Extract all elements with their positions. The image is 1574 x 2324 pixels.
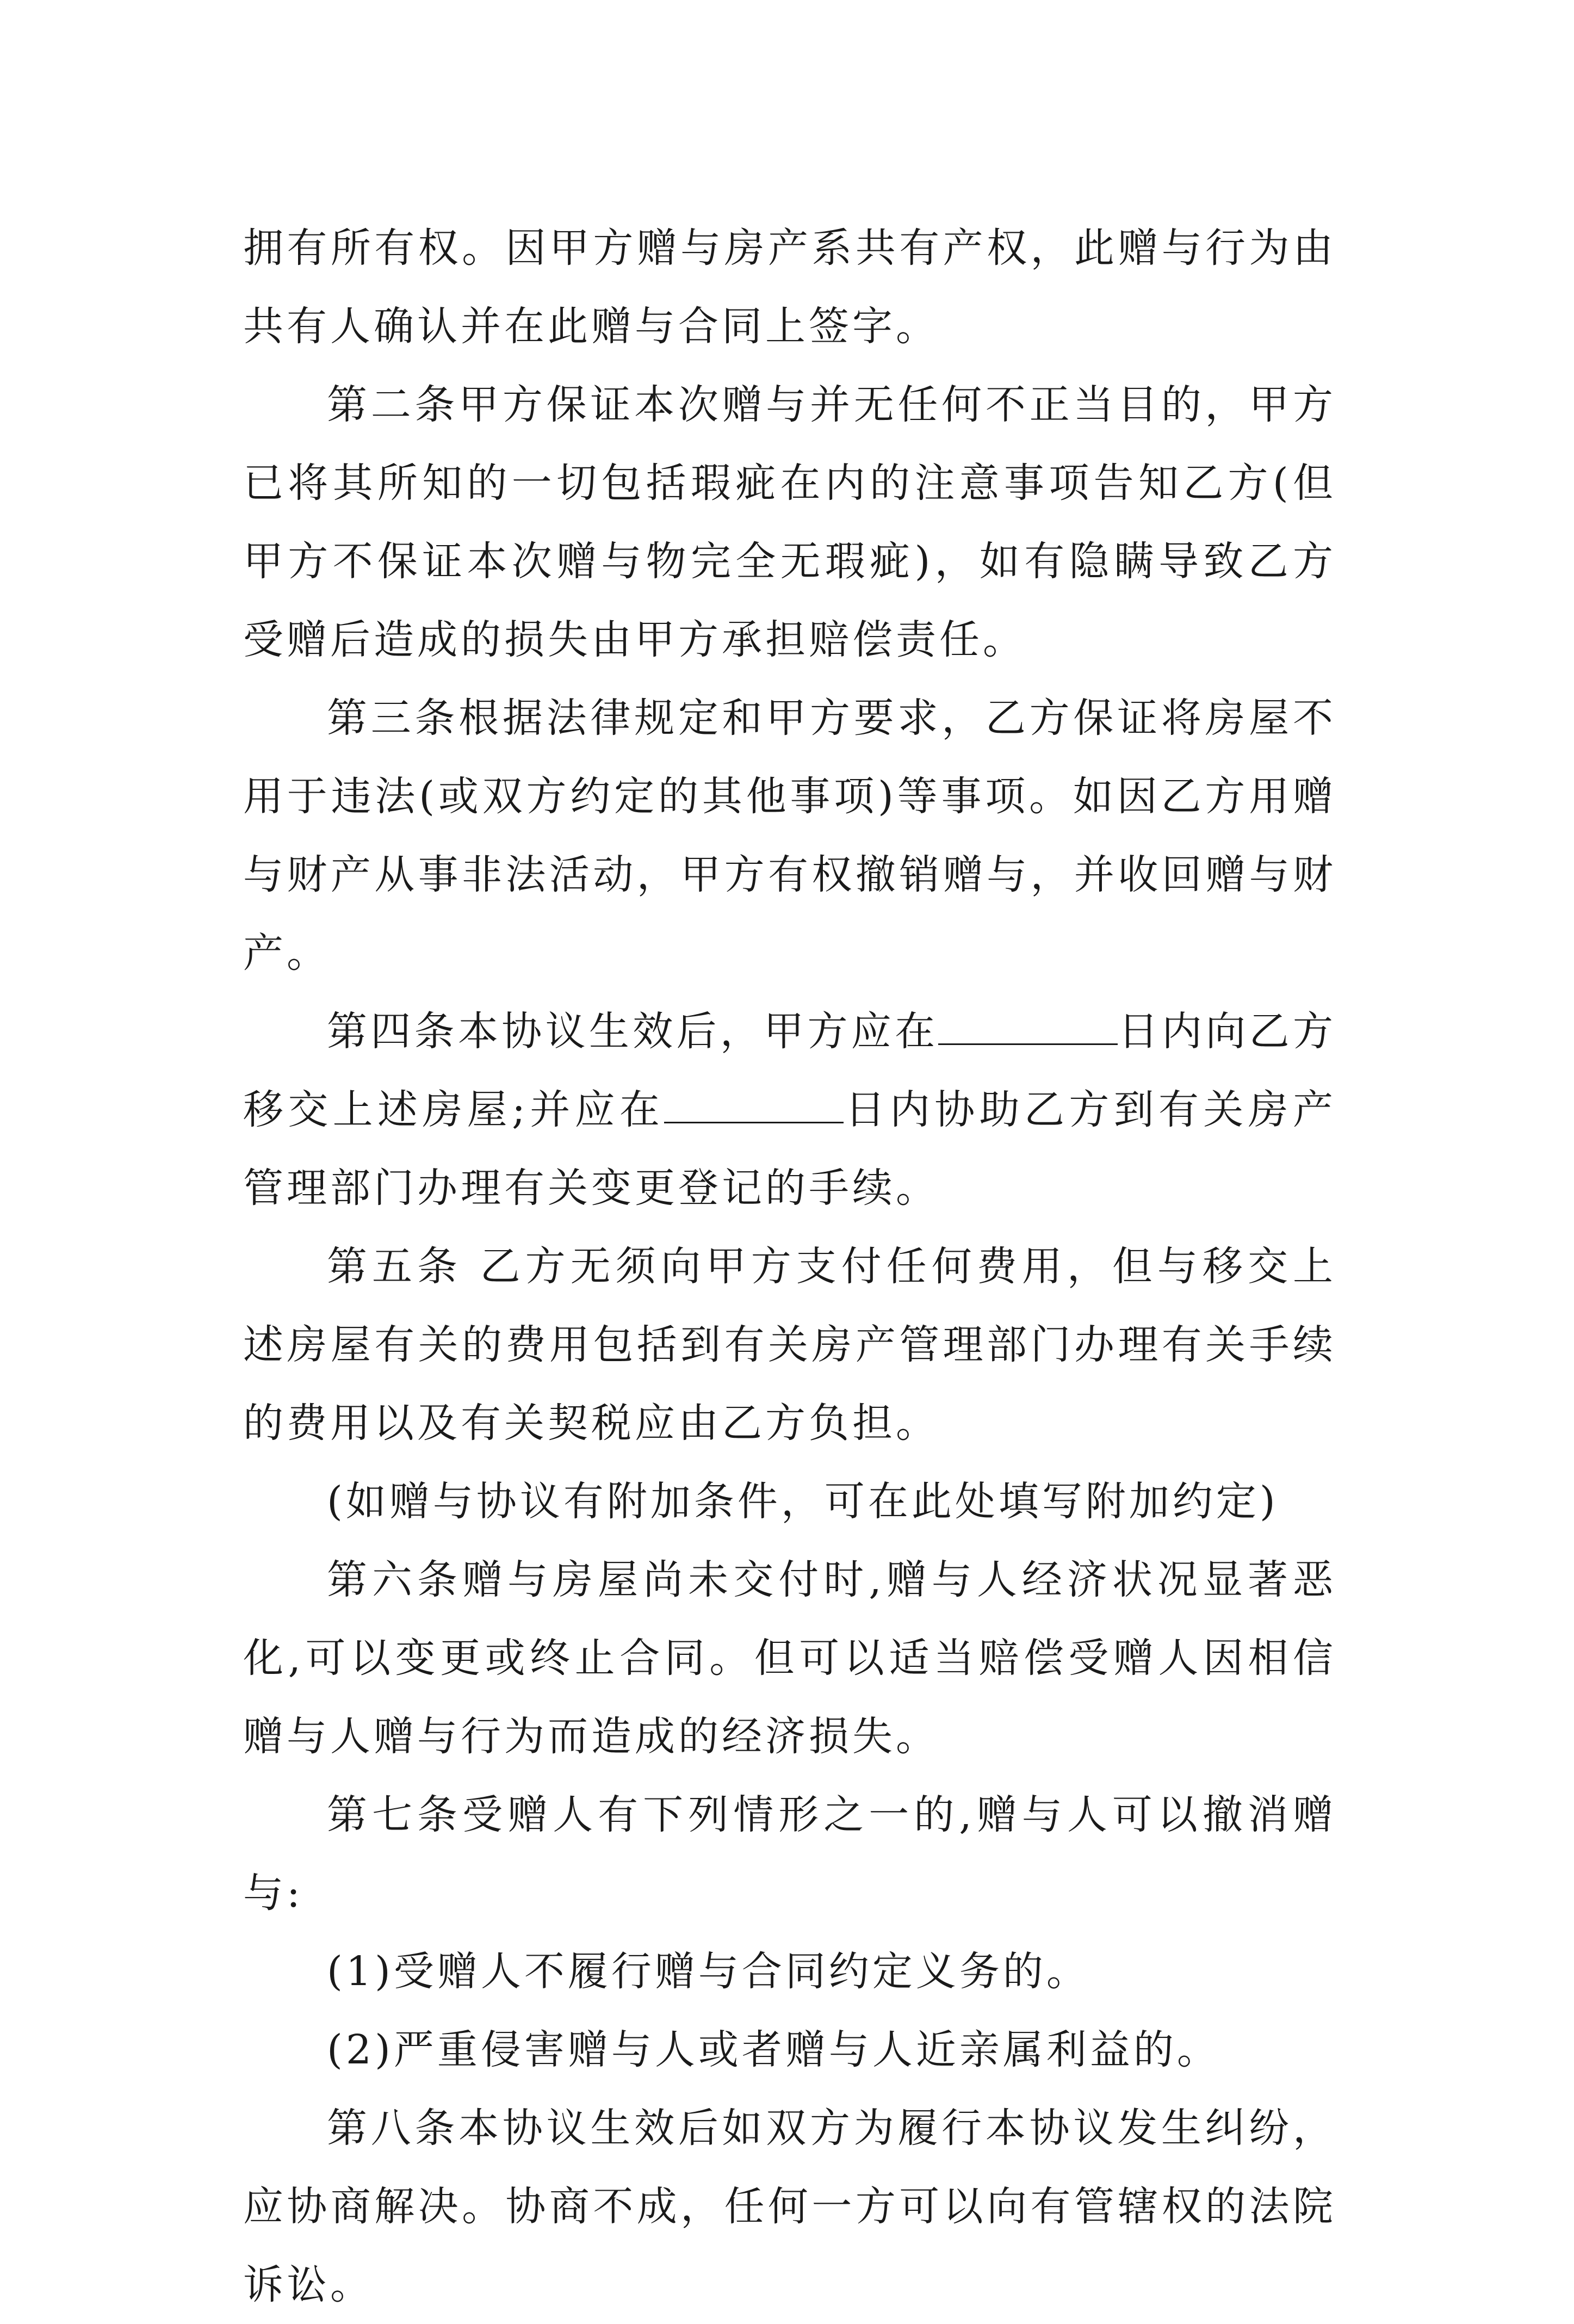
paragraph-article-7: 第七条受赠人有下列情形之一的,赠与人可以撤消赠与:: [243, 1791, 1336, 1917]
article-4-text-b: 日内向乙方移交上述房屋;并应在: [243, 1008, 1337, 1133]
days-blank-2[interactable]: [664, 1088, 844, 1123]
list-item-1: (1)受赠人不履行赠与合同约定义务的。: [327, 1948, 1090, 1995]
paragraph-article-8: 第八条本协议生效后如双方为履行本协议发生纠纷，应协商解决。协商不成，任何一方可以向有管辖权的法院诉讼。: [243, 2105, 1336, 2308]
paragraph-additional-note: (如赠与协议有附加条件，可在此处填写附加约定): [327, 1478, 1279, 1525]
article-4-text-c: 日内协助乙方到有关房产管理部门办理有关变更登记的手续。: [243, 1086, 1336, 1212]
paragraph-article-5: 第五条 乙方无须向甲方支付任何费用，但与移交上述房屋有关的费用包括到有关房产管理部门办理有关手续的费用以及有关契税应由乙方负担。: [243, 1243, 1336, 1447]
list-item-2: (2)严重侵害赠与人或者赠与人近亲属利益的。: [327, 2026, 1220, 2073]
paragraph-article-6: 第六条赠与房屋尚未交付时,赠与人经济状况显著恶化,可以变更或终止合同。但可以适当赔偿受赠人因相信赠与人赠与行为而造成的经济损失。: [243, 1556, 1336, 1760]
paragraph-article-4: [243, 992, 1336, 1227]
days-blank-1[interactable]: [938, 1010, 1118, 1045]
paragraph-ownership: 拥有所有权。因甲方赠与房产系共有产权，此赠与行为由共有人确认并在此赠与合同上签字。: [243, 225, 1336, 350]
paragraph-article-2: 第二条甲方保证本次赠与并无任何不正当目的，甲方已将其所知的一切包括瑕疵在内的注意事项告知乙方(但甲方不保证本次赠与物完全无瑕疵)，如有隐瞒导致乙方受赠后造成的损失由甲方承担赔偿责任。: [243, 381, 1336, 663]
contract-body: [243, 209, 1336, 2324]
article-4-text-a: 第四条本协议生效后，甲方应在: [327, 1008, 939, 1055]
paragraph-article-3: 第三条根据法律规定和甲方要求，乙方保证将房屋不用于违法(或双方约定的其他事项)等事项。如因乙方用赠与财产从事非法活动，甲方有权撤销赠与，并收回赠与财产。: [243, 695, 1336, 976]
